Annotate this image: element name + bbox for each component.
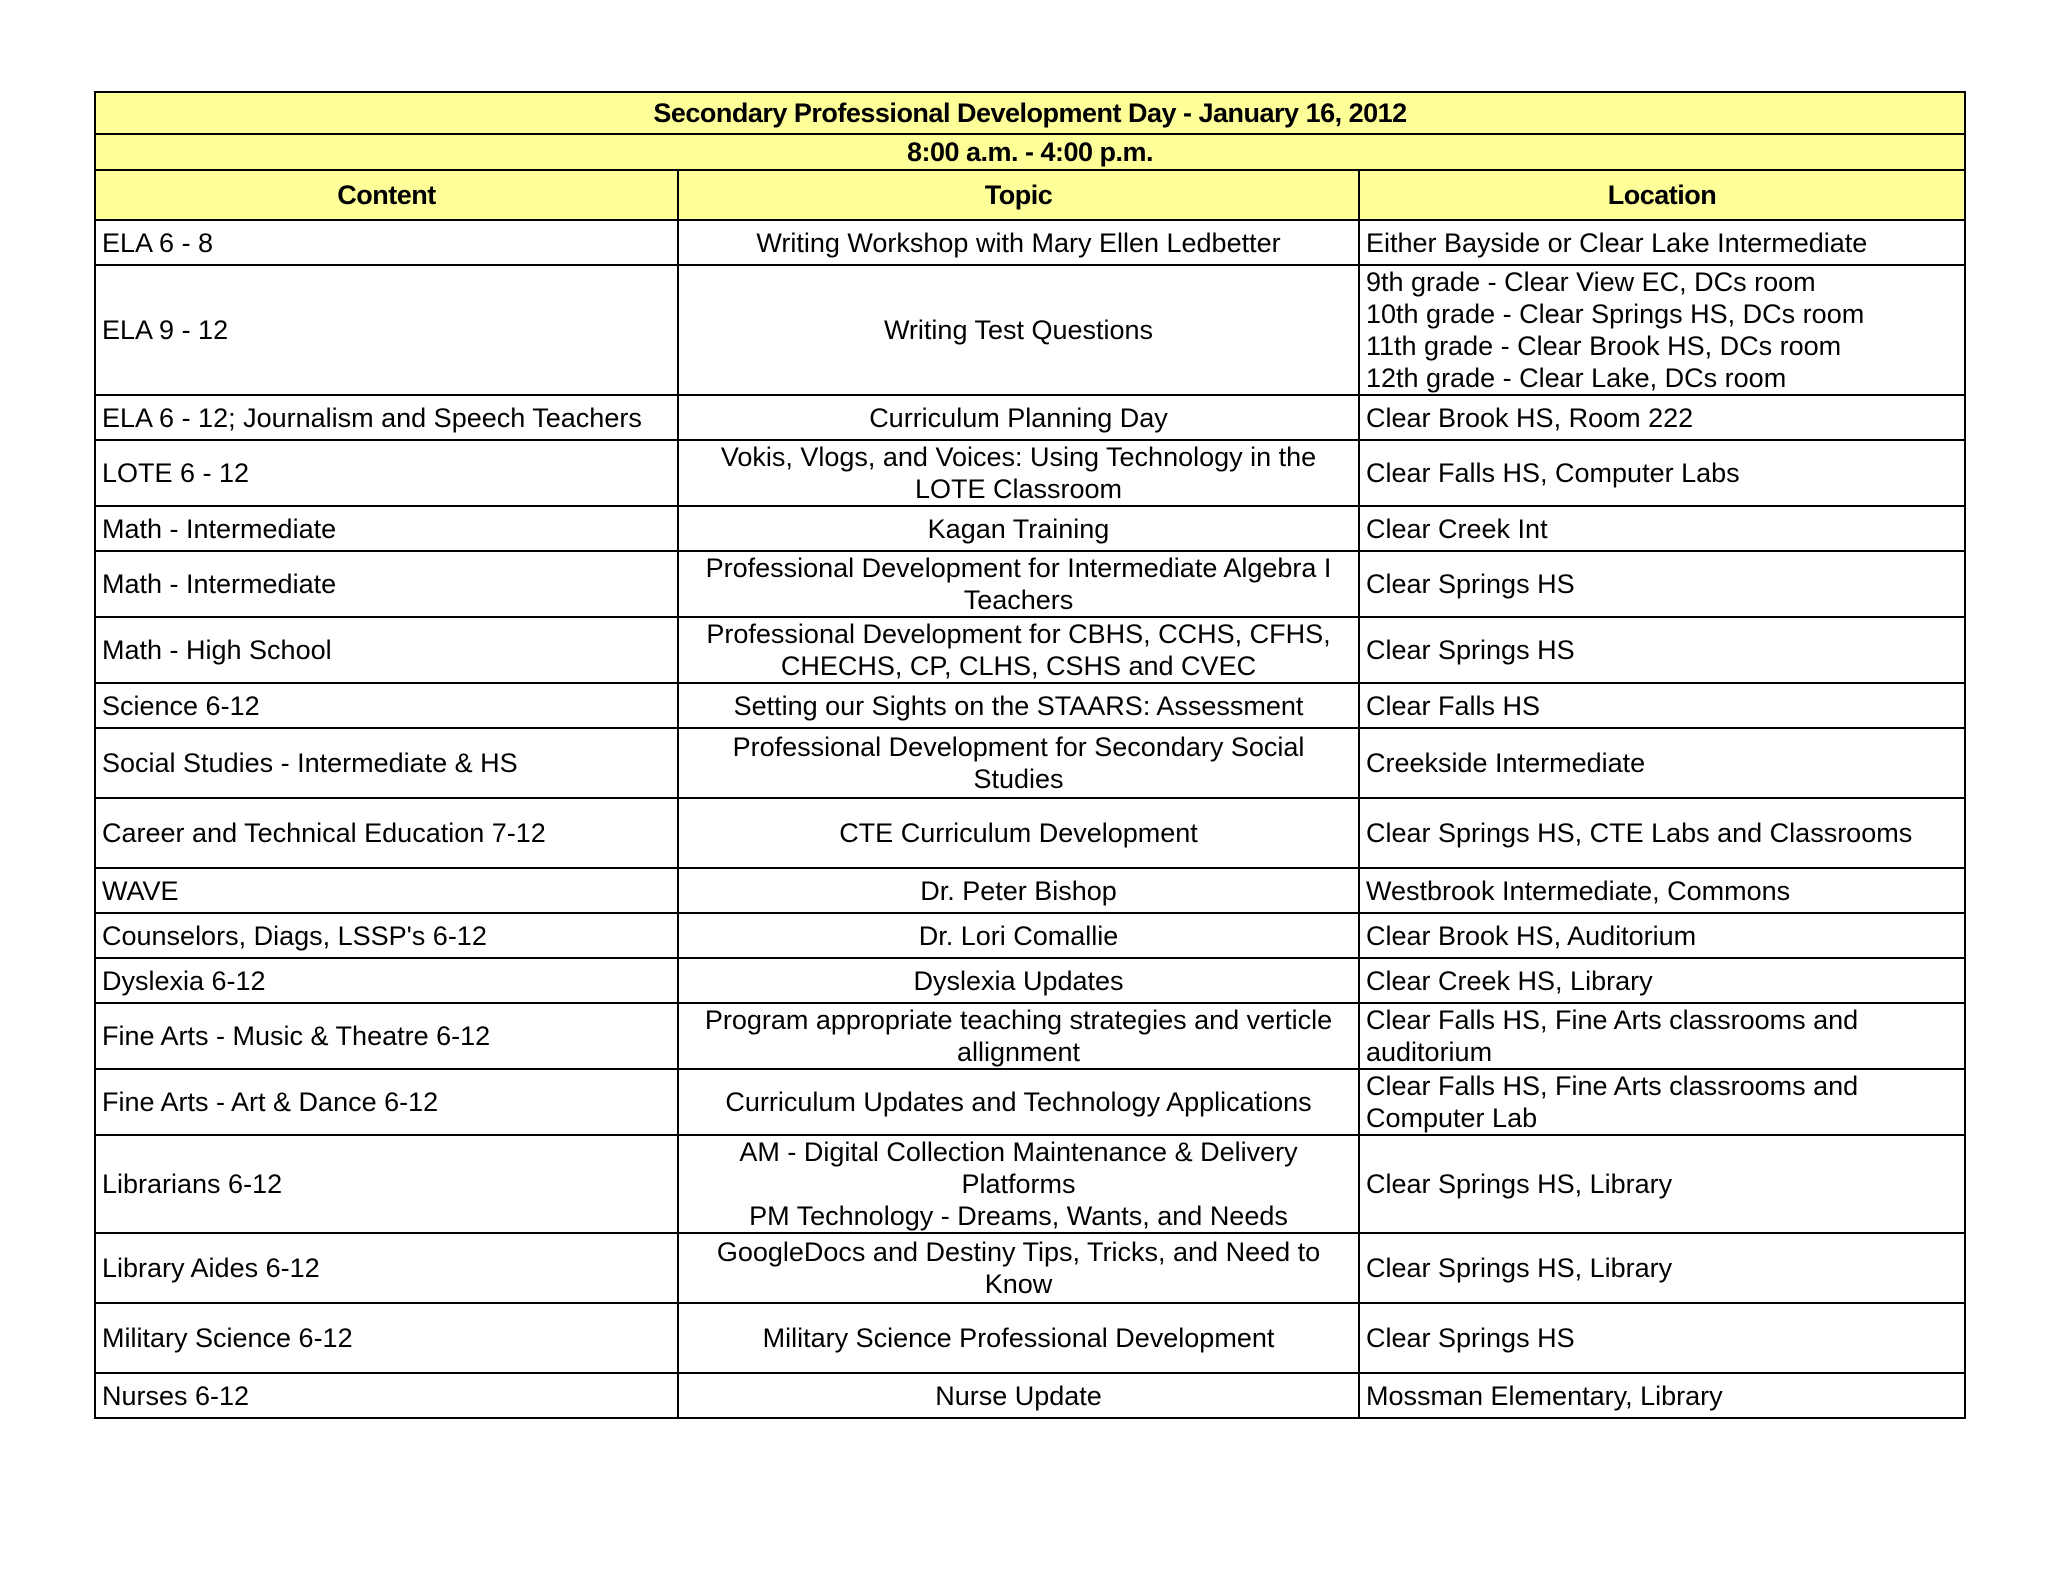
cell-location: Clear Falls HS, Fine Arts classrooms and Computer Lab	[1359, 1069, 1965, 1135]
table-row	[95, 1003, 1965, 1069]
cell-location: Clear Springs HS	[1359, 551, 1965, 617]
table-row	[95, 440, 1965, 506]
cell-topic: Vokis, Vlogs, and Voices: Using Technology in the LOTE Classroom	[678, 440, 1359, 506]
cell-topic: Dr. Lori Comallie	[678, 913, 1359, 958]
cell-location: Clear Creek HS, Library	[1359, 958, 1965, 1003]
cell-location: Clear Falls HS, Fine Arts classrooms and auditorium	[1359, 1003, 1965, 1069]
schedule-table	[94, 91, 1966, 1419]
cell-location: 9th grade - Clear View EC, DCs room 10th grade - Clear Springs HS, DCs room 11th grade - Clear Brook HS, DCs room 12th grade - Clear Lake, DCs room	[1359, 265, 1965, 395]
cell-location: Creekside Intermediate	[1359, 728, 1965, 798]
cell-content: Career and Technical Education 7-12	[95, 798, 678, 868]
cell-location: Mossman Elementary, Library	[1359, 1373, 1965, 1418]
table-row	[95, 220, 1965, 265]
cell-content: Dyslexia 6-12	[95, 958, 678, 1003]
cell-topic: Professional Development for CBHS, CCHS, CFHS, CHECHS, CP, CLHS, CSHS and CVEC	[678, 617, 1359, 683]
cell-location: Clear Springs HS, CTE Labs and Classrooms	[1359, 798, 1965, 868]
cell-location: Clear Creek Int	[1359, 506, 1965, 551]
cell-topic: Setting our Sights on the STAARS: Assessment	[678, 683, 1359, 728]
cell-topic: Professional Development for Intermediate Algebra I Teachers	[678, 551, 1359, 617]
cell-location: Clear Falls HS	[1359, 683, 1965, 728]
cell-location: Clear Springs HS, Library	[1359, 1233, 1965, 1303]
cell-location: Clear Brook HS, Room 222	[1359, 395, 1965, 440]
table-row	[95, 913, 1965, 958]
cell-topic: Dr. Peter Bishop	[678, 868, 1359, 913]
cell-topic: CTE Curriculum Development	[678, 798, 1359, 868]
table-row	[95, 1303, 1965, 1373]
time-row	[95, 134, 1965, 170]
table-row	[95, 617, 1965, 683]
cell-location: Clear Brook HS, Auditorium	[1359, 913, 1965, 958]
table-row	[95, 958, 1965, 1003]
table-row	[95, 1135, 1965, 1233]
cell-content: Counselors, Diags, LSSP's 6-12	[95, 913, 678, 958]
cell-content: Librarians 6-12	[95, 1135, 678, 1233]
cell-location: Either Bayside or Clear Lake Intermediate	[1359, 220, 1965, 265]
table-row	[95, 506, 1965, 551]
cell-topic: Writing Workshop with Mary Ellen Ledbetter	[678, 220, 1359, 265]
cell-topic: Curriculum Planning Day	[678, 395, 1359, 440]
cell-location: Clear Falls HS, Computer Labs	[1359, 440, 1965, 506]
cell-topic: Kagan Training	[678, 506, 1359, 551]
cell-topic: AM - Digital Collection Maintenance & Delivery Platforms PM Technology - Dreams, Wants, and Needs	[678, 1135, 1359, 1233]
table-row	[95, 551, 1965, 617]
table-row	[95, 868, 1965, 913]
cell-location: Clear Springs HS, Library	[1359, 1135, 1965, 1233]
column-header-row	[95, 170, 1965, 220]
cell-content: Military Science 6-12	[95, 1303, 678, 1373]
cell-topic: Professional Development for Secondary Social Studies	[678, 728, 1359, 798]
cell-topic: Program appropriate teaching strategies and verticle allignment	[678, 1003, 1359, 1069]
cell-topic: Dyslexia Updates	[678, 958, 1359, 1003]
column-header-topic: Topic	[678, 170, 1359, 220]
cell-content: ELA 6 - 12; Journalism and Speech Teachers	[95, 395, 678, 440]
cell-topic: Military Science Professional Development	[678, 1303, 1359, 1373]
cell-content: LOTE 6 - 12	[95, 440, 678, 506]
table-row	[95, 265, 1965, 395]
cell-topic: Writing Test Questions	[678, 265, 1359, 395]
cell-content: Social Studies - Intermediate & HS	[95, 728, 678, 798]
cell-content: Library Aides 6-12	[95, 1233, 678, 1303]
cell-content: Science 6-12	[95, 683, 678, 728]
table-row	[95, 1373, 1965, 1418]
page-title: Secondary Professional Development Day - January 16, 2012	[95, 92, 1965, 134]
cell-content: ELA 6 - 8	[95, 220, 678, 265]
cell-content: WAVE	[95, 868, 678, 913]
cell-location: Clear Springs HS	[1359, 1303, 1965, 1373]
column-header-location: Location	[1359, 170, 1965, 220]
cell-content: Fine Arts - Art & Dance 6-12	[95, 1069, 678, 1135]
column-header-content: Content	[95, 170, 678, 220]
table-row	[95, 1069, 1965, 1135]
table-row	[95, 683, 1965, 728]
cell-content: Math - Intermediate	[95, 506, 678, 551]
cell-content: Nurses 6-12	[95, 1373, 678, 1418]
cell-content: ELA 9 - 12	[95, 265, 678, 395]
table-row	[95, 1233, 1965, 1303]
cell-content: Fine Arts - Music & Theatre 6-12	[95, 1003, 678, 1069]
cell-location: Westbrook Intermediate, Commons	[1359, 868, 1965, 913]
cell-topic: GoogleDocs and Destiny Tips, Tricks, and Need to Know	[678, 1233, 1359, 1303]
table-row	[95, 798, 1965, 868]
table-body	[95, 220, 1965, 1418]
table-row	[95, 395, 1965, 440]
title-row	[95, 92, 1965, 134]
cell-location: Clear Springs HS	[1359, 617, 1965, 683]
time-range: 8:00 a.m. - 4:00 p.m.	[95, 134, 1965, 170]
cell-content: Math - High School	[95, 617, 678, 683]
table-row	[95, 728, 1965, 798]
cell-topic: Curriculum Updates and Technology Applications	[678, 1069, 1359, 1135]
cell-topic: Nurse Update	[678, 1373, 1359, 1418]
cell-content: Math - Intermediate	[95, 551, 678, 617]
